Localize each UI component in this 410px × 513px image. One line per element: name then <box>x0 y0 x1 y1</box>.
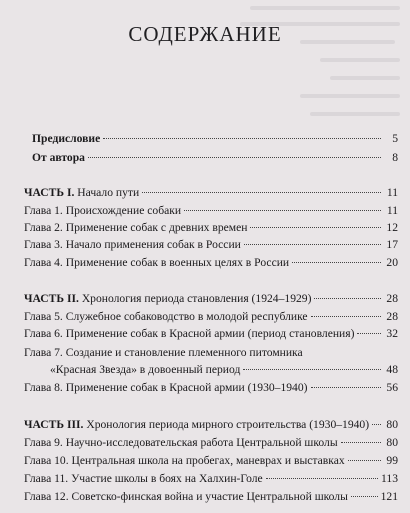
bleed-through-text <box>0 0 410 140</box>
entry-label: Глава 9. Научно-исследовательская работа Центральной школы <box>24 436 338 449</box>
page-number: 20 <box>386 256 398 269</box>
entry-label: Глава 4. Применение собак в военных целях в России <box>24 256 290 269</box>
toc-chapter-11[interactable] <box>24 471 398 487</box>
page-number: 17 <box>386 238 398 251</box>
leader-dots <box>88 156 381 158</box>
entry-label: Предисловие <box>32 132 101 145</box>
page-number: 56 <box>386 381 398 394</box>
page-number: 48 <box>386 363 398 376</box>
leader-dots <box>351 495 378 497</box>
toc-chapter-10[interactable] <box>24 453 398 469</box>
toc-part-2[interactable] <box>24 291 398 307</box>
leader-dots <box>250 226 381 228</box>
page-number: 113 <box>381 472 398 485</box>
leader-dots <box>142 191 381 193</box>
toc-part-1[interactable] <box>24 185 398 201</box>
entry-label: Глава 5. Служебное собаководство в молодой республике <box>24 310 308 323</box>
entry-label: От автора <box>32 151 85 164</box>
page-number: 8 <box>392 151 398 164</box>
part-name: Начало пути <box>77 186 140 199</box>
entry-label: Глава 7. Создание и становление племенного питомника <box>24 346 303 359</box>
toc-chapter-7[interactable] <box>24 345 398 361</box>
leader-dots <box>311 386 381 388</box>
entry-label: Глава 12. Советско-финская война и участие Центральной школы <box>24 490 348 503</box>
leader-dots <box>103 137 381 139</box>
toc-chapter-4[interactable] <box>24 255 398 271</box>
leader-dots <box>244 243 381 245</box>
page-number: 11 <box>386 186 398 199</box>
page-number: 28 <box>386 292 398 305</box>
page-number: 12 <box>386 221 398 234</box>
entry-label: Глава 1. Происхождение собаки <box>24 204 182 217</box>
toc-chapter-1[interactable] <box>24 203 398 219</box>
leader-dots <box>348 459 381 461</box>
leader-dots <box>311 315 381 317</box>
page-title: СОДЕРЖАНИЕ <box>128 22 282 46</box>
entry-label: Глава 8. Применение собак в Красной армии (1930–1940) <box>24 381 308 394</box>
toc-chapter-7-continued[interactable] <box>24 362 398 378</box>
page-number: 121 <box>380 490 398 503</box>
entry-label: «Красная Звезда» в довоенный период <box>50 363 241 376</box>
page-number: 32 <box>386 327 398 340</box>
part-label: ЧАСТЬ II. <box>24 292 79 305</box>
toc-chapter-12[interactable] <box>24 489 398 505</box>
part-label: ЧАСТЬ I. <box>24 186 75 199</box>
toc-chapter-6[interactable] <box>24 326 398 342</box>
leader-dots <box>184 209 381 211</box>
part-name: Хронология периода мирного строительства (1930–1940) <box>86 418 370 431</box>
page-number: 11 <box>386 204 398 217</box>
page-number: 99 <box>386 454 398 467</box>
toc-part-3[interactable] <box>24 417 398 433</box>
leader-dots <box>243 368 381 370</box>
page-number: 80 <box>386 418 398 431</box>
entry-label: Глава 6. Применение собак в Красной армии (период становления) <box>24 327 355 340</box>
toc-chapter-3[interactable] <box>24 237 398 253</box>
page-number: 5 <box>392 132 398 145</box>
leader-dots <box>341 441 381 443</box>
leader-dots <box>314 297 381 299</box>
toc-front-preface[interactable] <box>24 131 398 147</box>
entry-label: Глава 3. Начало применения собак в России <box>24 238 241 251</box>
toc-front-author[interactable] <box>24 150 398 166</box>
entry-label: Глава 10. Центральная школа на пробегах, маневрах и выставках <box>24 454 345 467</box>
leader-dots <box>292 261 381 263</box>
leader-dots <box>357 332 381 334</box>
toc-chapter-5[interactable] <box>24 309 398 325</box>
page-number: 80 <box>386 436 398 449</box>
toc-chapter-2[interactable] <box>24 220 398 236</box>
page-number: 28 <box>386 310 398 323</box>
leader-dots <box>266 477 378 479</box>
toc-chapter-9[interactable] <box>24 435 398 451</box>
part-label: ЧАСТЬ III. <box>24 418 84 431</box>
toc-chapter-8[interactable] <box>24 380 398 396</box>
part-name: Хронология периода становления (1924–1929) <box>81 292 312 305</box>
entry-label: Глава 11. Участие школы в боях на Халхин-Голе <box>24 472 263 485</box>
leader-dots <box>372 423 381 425</box>
entry-label: Глава 2. Применение собак с древних времен <box>24 221 248 234</box>
